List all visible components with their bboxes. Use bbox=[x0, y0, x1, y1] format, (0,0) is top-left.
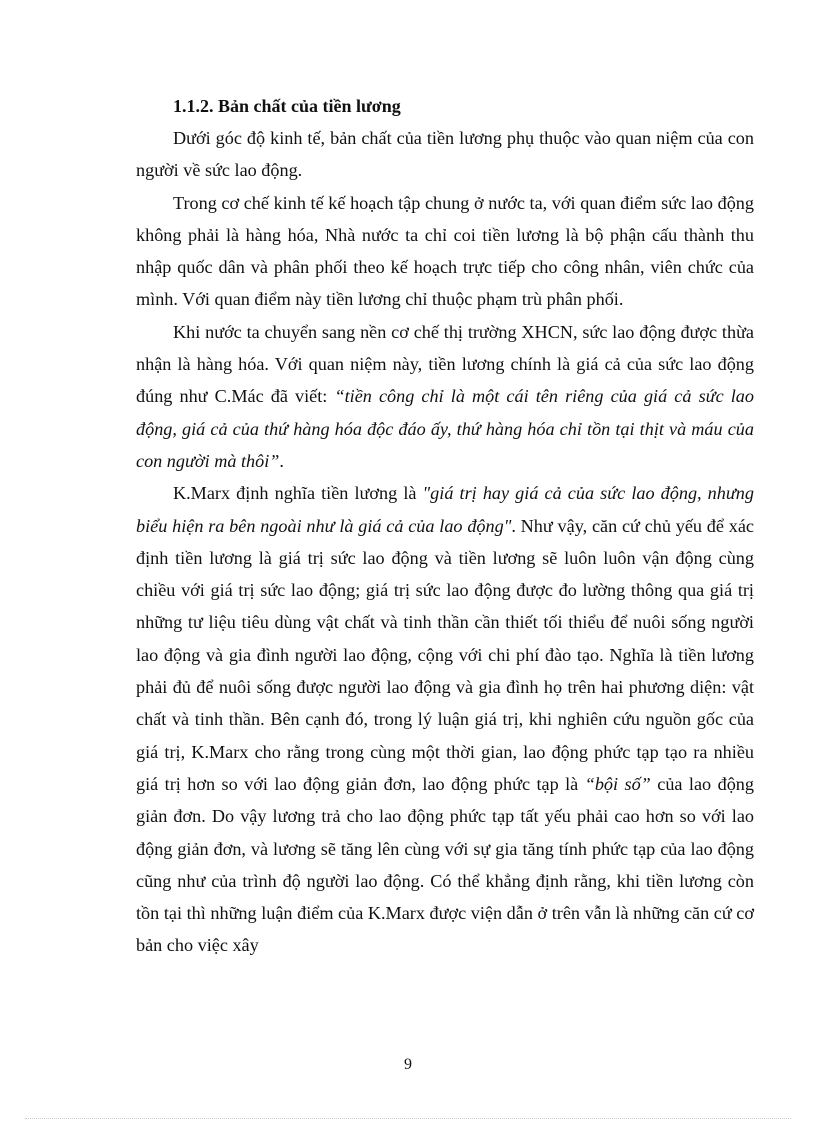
page-number: 9 bbox=[404, 1056, 412, 1073]
paragraph-3 bbox=[136, 316, 754, 477]
paragraph-1-text: Dưới góc độ kinh tế, bản chất của tiền lương phụ thuộc vào quan niệm của con người về sức lao động. bbox=[136, 128, 754, 181]
paragraph-3-text: Khi nước ta chuyển sang nền cơ chế thị trường XHCN, sức lao động được thừa nhận là hàng hóa. Với quan niệm này, tiền lương chính là giá cả của sức lao động đúng như C.Mác đã viết: bbox=[136, 321, 754, 407]
paragraph-3-end: . bbox=[279, 450, 284, 471]
paragraph-2 bbox=[136, 187, 754, 316]
section-heading: 1.1.2. Bản chất của tiền lương bbox=[173, 96, 401, 116]
paragraph-4-end: của lao động giản đơn. Do vậy lương trả cho lao động phức tạp tất yếu phải cao hơn so với lao động giản đơn, và lương sẽ tăng lên cùng với sự gia tăng tính phức tạp của lao động cũng như của trình độ người lao động. Có thể khẳng định rằng, khi tiền lương còn tồn tại thì những luận điểm của K.Marx được viện dẫn ở trên vẫn là những căn cứ cơ bản cho việc xây bbox=[136, 773, 754, 956]
paragraph-4 bbox=[136, 477, 754, 961]
multiple-quote: “bội số” bbox=[584, 773, 651, 794]
paragraph-4-text: K.Marx định nghĩa tiền lương là bbox=[173, 483, 423, 504]
page-bottom-border bbox=[25, 1118, 791, 1119]
marx-definition-quote: "giá trị hay giá cả của sức lao động, nhưng biểu hiện ra bên ngoài như là giá cả của lao động" bbox=[136, 483, 754, 536]
document-page bbox=[136, 90, 754, 962]
marx-quote: “tiền công chỉ là một cái tên riêng của giá cả sức lao động, giá cả của thứ hàng hóa độc đáo ấy, thứ hàng hóa chỉ tồn tại thịt và máu của con người mà thôi” bbox=[136, 386, 754, 471]
paragraph-4-middle: . Như vậy, căn cứ chủ yếu để xác định tiền lương là giá trị sức lao động và tiền lương sẽ luôn luôn vận động cùng chiều với giá trị sức lao động; giá trị sức lao động được đo lường thông qua giá trị những tư liệu tiêu dùng vật chất và tinh thần cần thiết tối thiểu để nuôi sống người lao động và gia đình người lao động, cộng với chi phí đào tạo. Nghĩa là tiền lương phải đủ để nuôi sống được người lao động và gia đình họ trên hai phương diện: vật chất và tinh thần. Bên cạnh đó, trong lý luận giá trị, khi nghiên cứu nguồn gốc của giá trị, K.Marx cho rằng trong cùng một thời gian, lao động phức tạp tạo ra nhiều giá trị hơn so với lao động giản đơn, lao động phức tạp là bbox=[136, 515, 754, 794]
paragraph-2-text: Trong cơ chế kinh tế kế hoạch tập chung ở nước ta, với quan điểm sức lao động không phải là hàng hóa, Nhà nước ta chỉ coi tiền lương là bộ phận cấu thành thu nhập quốc dân và phân phối theo kế hoạch trực tiếp cho công nhân, viên chức của mình. Với quan điểm này tiền lương chỉ thuộc phạm trù phân phối. bbox=[136, 192, 754, 310]
paragraph-1 bbox=[136, 122, 754, 187]
